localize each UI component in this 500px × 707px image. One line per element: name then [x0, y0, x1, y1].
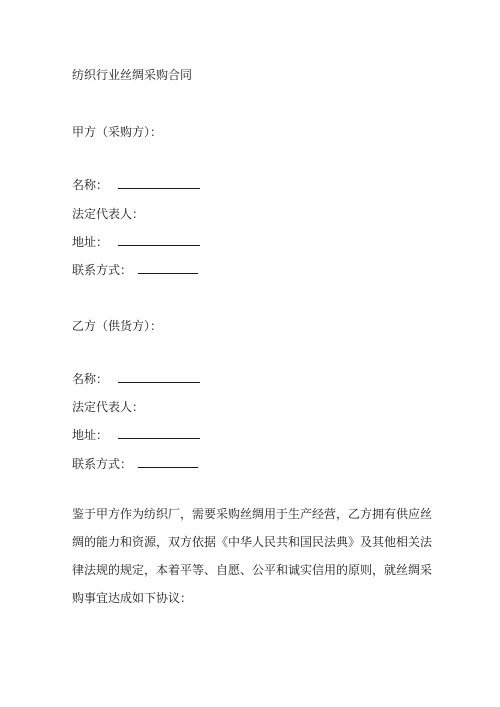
preamble-paragraph: 鉴于甲方作为纺织厂，需要采购丝绸用于生产经营，乙方拥有供应丝绸的能力和资源，双方依据《中华人民共和国民法典》及其他相关法律法规的规定，本着平等、自愿、公平和诚实信用的原则，就丝绸采购事宜达成如下协议：: [72, 507, 433, 605]
party-b-contact-blank: [138, 456, 198, 468]
party-a-address-label: 地址：: [72, 235, 109, 249]
party-a-address-blank: [118, 234, 200, 246]
party-a-address-row: [72, 234, 200, 250]
party-b-contact-row: [72, 456, 198, 472]
party-b-name-row: [72, 371, 200, 387]
party-b-address-label: 地址：: [72, 428, 109, 442]
party-a-heading: 甲方（采购方）：: [72, 125, 163, 139]
party-a-name-blank: [118, 177, 200, 189]
party-b-contact-label: 联系方式：: [72, 457, 133, 471]
party-a-contact-blank: [138, 262, 198, 274]
party-a-contact-row: [72, 262, 198, 278]
party-b-address-row: [72, 427, 200, 443]
party-b-name-blank: [118, 371, 200, 383]
party-a-name-row: [72, 177, 200, 193]
party-b-name-label: 名称：: [72, 372, 109, 386]
party-b-legal-rep-label: 法定代表人：: [72, 400, 145, 414]
party-a-name-label: 名称：: [72, 178, 109, 192]
party-b-heading: 乙方（供货方）：: [72, 319, 163, 333]
contract-title: 纺织行业丝绸采购合同: [72, 68, 193, 82]
party-b-address-blank: [118, 427, 200, 439]
party-a-contact-label: 联系方式：: [72, 263, 133, 277]
party-a-legal-rep-label: 法定代表人：: [72, 207, 145, 221]
